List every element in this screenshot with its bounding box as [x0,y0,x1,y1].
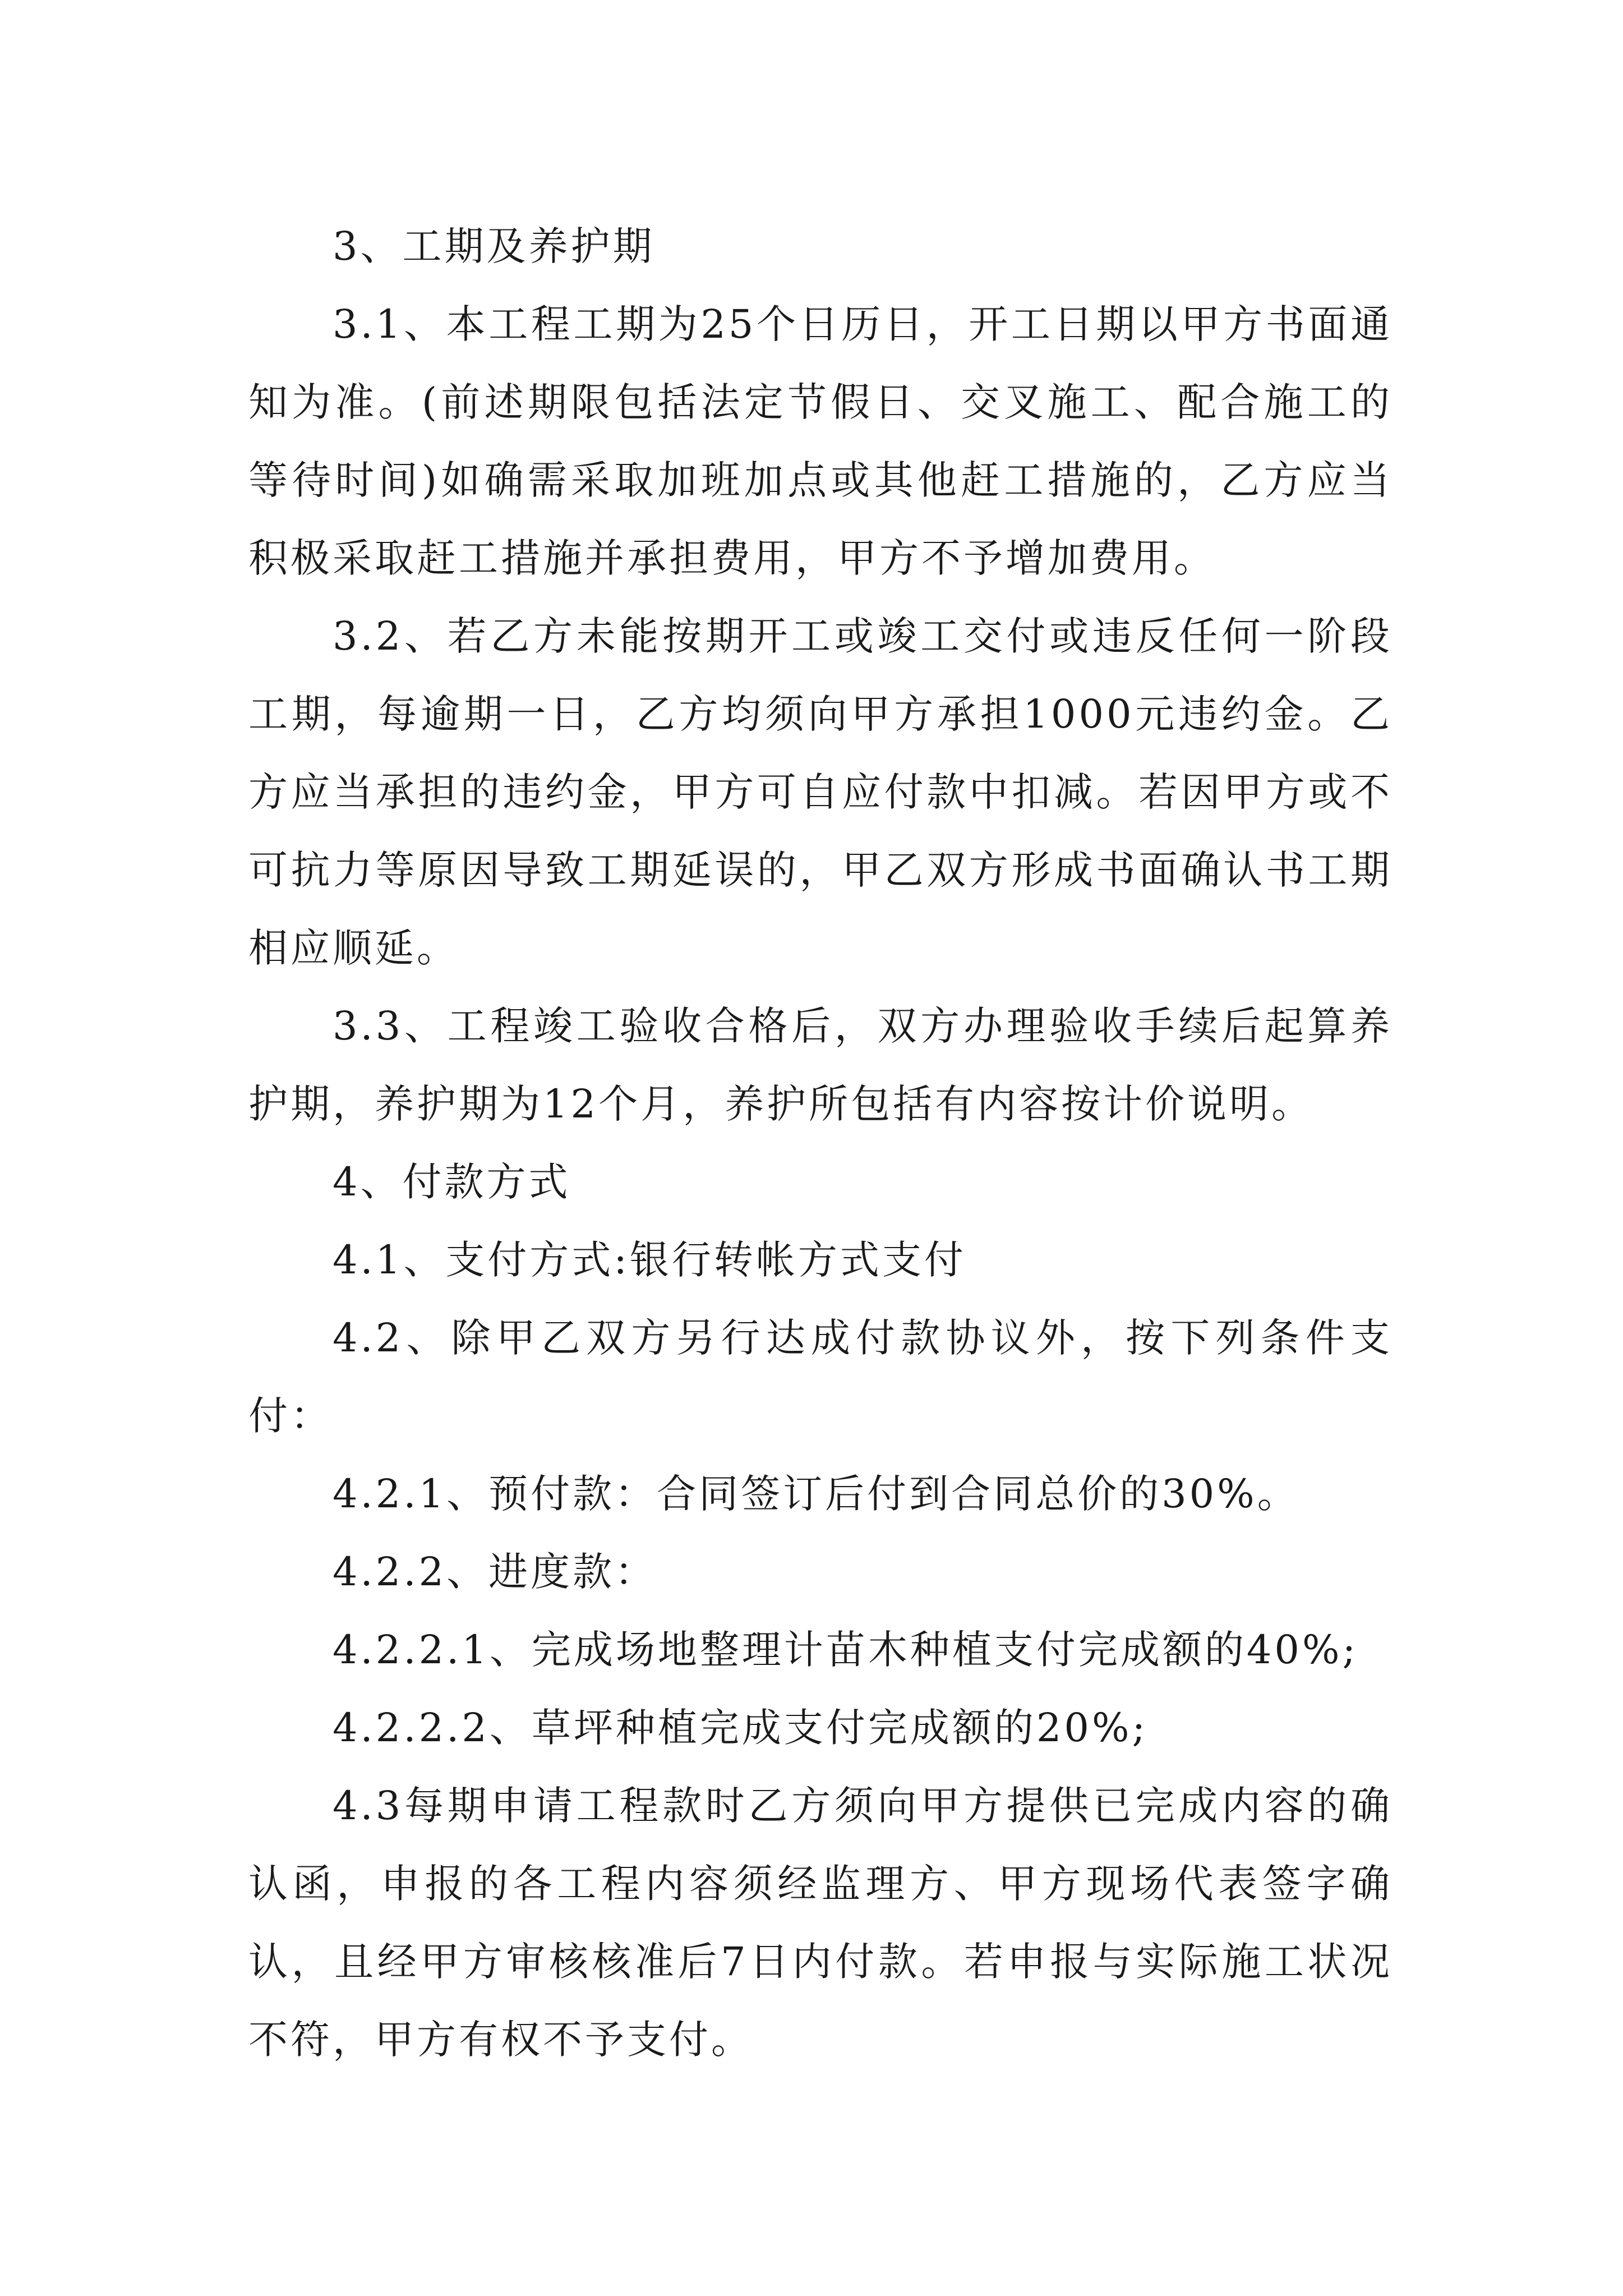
section-heading-schedule: 3、工期及养护期 [333,223,655,269]
clause-3-1: 3.1、本工程工期为25个日历日，开工日期以甲方书面通知为准。(前述期限包括法定节假日、交叉施工、配合施工的等待时间)如确需采取加班加点或其他赶工措施的，乙方应当积极采取赶工措施并承担费用，甲方不予增加费用。 [248,301,1393,581]
clause-4-2: 4.2、除甲乙双方另行达成付款协议外，按下列条件支付： [248,1315,1393,1439]
clause-3-3: 3.3、工程竣工验收合格后，双方办理验收手续后起算养护期，养护期为12个月，养护所包括有内容按计价说明。 [248,1003,1393,1127]
document-body [248,208,1393,2079]
clause-4-1: 4.1、支付方式:银行转帐方式支付 [333,1237,966,1283]
clause-4-2-2-1: 4.2.2.1、完成场地整理计苗木种植支付完成额的40%; [333,1627,1359,1673]
clause-3-2: 3.2、若乙方未能按期开工或竣工交付或违反任何一阶段工期，每逾期一日，乙方均须向甲方承担1000元违约金。乙方应当承担的违约金，甲方可自应付款中扣减。若因甲方或不可抗力等原因导致工期延误的，甲乙双方形成书面确认书工期相应顺延。 [248,613,1393,971]
clause-4-2-2: 4.2.2、进度款： [333,1549,657,1595]
clause-4-3: 4.3每期申请工程款时乙方须向甲方提供已完成内容的确认函，申报的各工程内容须经监理方、甲方现场代表签字确认，且经甲方审核核准后7日内付款。若申报与实际施工状况不符，甲方有权不予支付。 [248,1783,1393,2063]
clause-4-2-1: 4.2.1、预付款：合同签订后付到合同总价的30%。 [333,1471,1299,1517]
section-heading-payment: 4、付款方式 [333,1159,571,1205]
clause-4-2-2-2: 4.2.2.2、草坪种植完成支付完成额的20%; [333,1705,1149,1751]
